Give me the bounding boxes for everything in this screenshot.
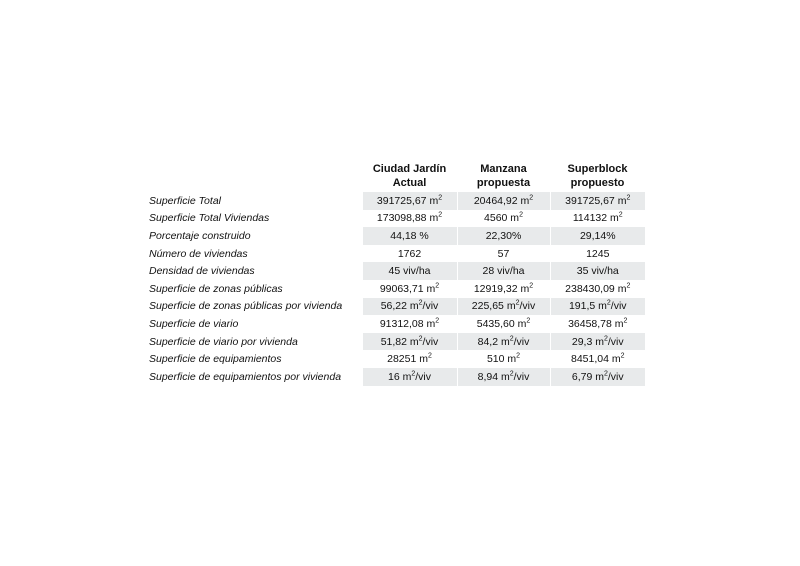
table-row (145, 227, 645, 245)
table-cell: 44,18 % (362, 227, 457, 245)
table-row (145, 210, 645, 228)
row-label: Porcentaje construido (149, 229, 251, 242)
table-cell: 12919,32 $m^2$ (457, 280, 550, 298)
table-row (145, 368, 645, 386)
table-row (145, 298, 645, 316)
header-row (145, 160, 645, 192)
table-cell: 45 viv/ha (362, 262, 457, 280)
table-cell: 57 (457, 245, 550, 263)
row-label: Densidad de viviendas (149, 265, 255, 278)
table-cell: 8451,04 $m^2$ (550, 350, 645, 368)
table-row (145, 350, 645, 368)
table-row (145, 192, 645, 210)
table-row (145, 262, 645, 280)
table-cell: 5435,60 $m^2$ (457, 315, 550, 333)
row-label: Superficie de equipamientos (149, 353, 282, 366)
table-cell: 114132 $m^2$ (550, 210, 645, 228)
table-cell: 35 viv/ha (550, 262, 645, 280)
table-cell: 51,82 $m^2$/viv (362, 333, 457, 351)
table-cell: 391725,67 $m^2$ (362, 192, 457, 210)
table-cell: 238430,09 $m^2$ (550, 280, 645, 298)
table-cell: 4560 $m^2$ (457, 210, 550, 228)
table-row (145, 315, 645, 333)
table-header (145, 160, 645, 192)
table-cell: 6,79 $m^2$/viv (550, 368, 645, 386)
row-label: Superficie de zonas públicas por vivienda (149, 300, 343, 313)
table-cell: 28251 $m^2$ (362, 350, 457, 368)
row-label: Superficie de zonas públicas (149, 282, 283, 295)
table-row (145, 245, 645, 263)
table-cell: 56,22 $m^2$/viv (362, 298, 457, 316)
row-label: Superficie de viario por vivienda (149, 335, 298, 348)
table-cell: 99063,71 $m^2$ (362, 280, 457, 298)
table-cell: 16 $m^2$/viv (362, 368, 457, 386)
row-label: Número de viviendas (149, 247, 248, 260)
table-cell: 91312,08 $m^2$ (362, 315, 457, 333)
table-cell: 8,94 $m^2$/viv (457, 368, 550, 386)
row-label: Superficie de viario (149, 317, 239, 330)
table-cell: 29,3 $m^2$/viv (550, 333, 645, 351)
row-label: Superficie de equipamientos por vivienda (149, 370, 342, 383)
table-cell: 225,65 $m^2$/viv (457, 298, 550, 316)
table-cell: 36458,78 $m^2$ (550, 315, 645, 333)
table-cell: 391725,67 $m^2$ (550, 192, 645, 210)
header-manzana: Manzana propuesta (476, 163, 531, 189)
header-ciudad-jardin: Ciudad Jardín Actual (372, 163, 447, 189)
table-cell: 191,5 $m^2$/viv (550, 298, 645, 316)
table-cell: 20464,92 $m^2$ (457, 192, 550, 210)
table-cell: 22,30% (457, 227, 550, 245)
table-cell: 1245 (550, 245, 645, 263)
row-label: Superficie Total (149, 194, 221, 207)
table-cell: 29,14% (550, 227, 645, 245)
table-cell: 1762 (362, 245, 457, 263)
data-table (145, 160, 645, 386)
table-cell: 28 viv/ha (457, 262, 550, 280)
table-cell: 84,2 $m^2$/viv (457, 333, 550, 351)
table-row (145, 333, 645, 351)
table-body (145, 192, 645, 386)
header-superblock: Superblock propuesto (567, 163, 628, 189)
table-row (145, 280, 645, 298)
table-cell: 510 $m^2$ (457, 350, 550, 368)
row-label: Superficie Total Viviendas (149, 212, 270, 225)
header-empty (145, 160, 362, 192)
table-cell: 173098,88 $m^2$ (362, 210, 457, 228)
